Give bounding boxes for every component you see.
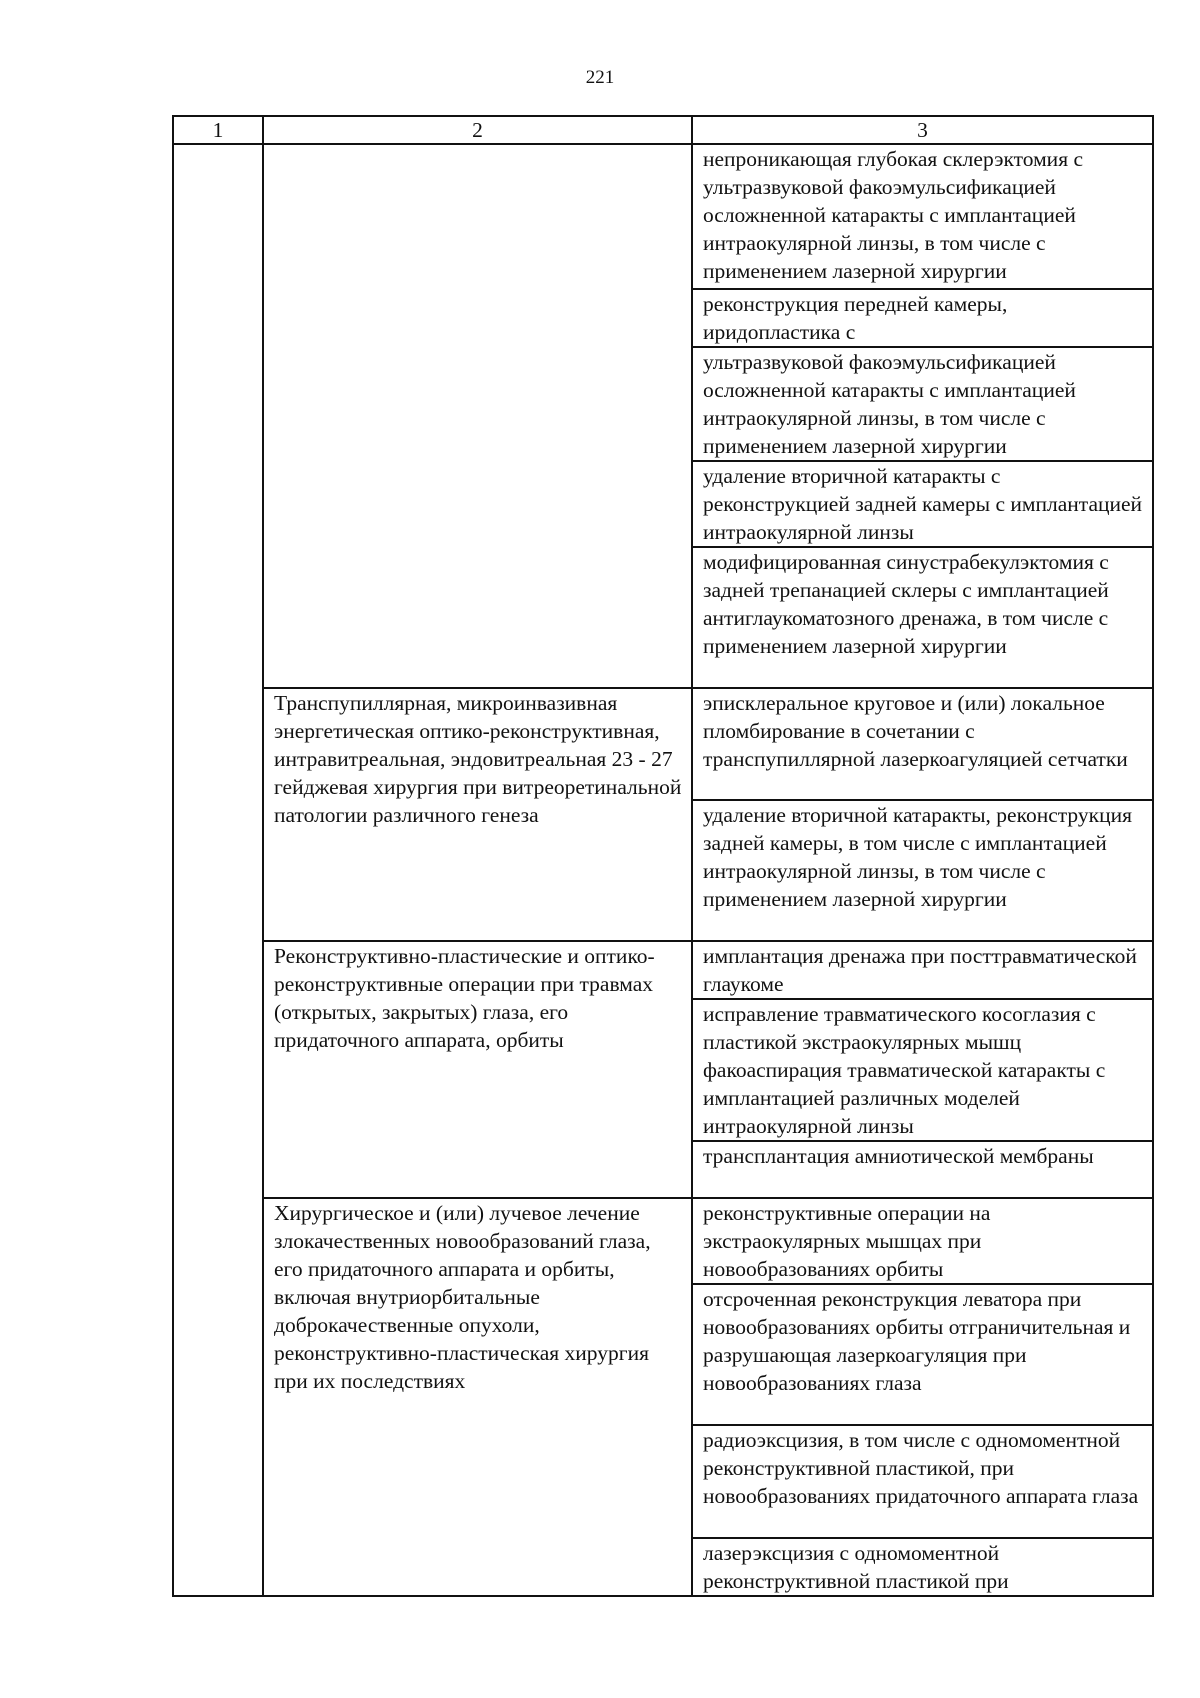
row-number-cell	[173, 144, 263, 1596]
table-header-row	[173, 116, 1153, 144]
method-cell: удаление вторичной катаракты, реконструкция задней камеры, в том числе с имплантацией интраокулярной линзы, в том числе с применением лазерной хирургии	[692, 800, 1153, 941]
method-cell: трансплантация амниотической мембраны	[692, 1141, 1153, 1198]
page-number: 221	[585, 67, 615, 88]
method-cell: лазерэксцизия с одномоментной реконструктивной пластикой при	[692, 1538, 1153, 1596]
services-table	[172, 115, 1154, 1597]
method-cell: радиоэксцизия, в том числе с одномоментной реконструктивной пластикой, при новообразованиях придаточного аппарата глаза	[692, 1425, 1153, 1538]
column-header-2: 2	[263, 116, 692, 144]
column-header-3: 3	[692, 116, 1153, 144]
method-cell: реконструкция передней камеры, иридопластика с	[692, 289, 1153, 347]
method-cell: исправление травматического косоглазия с пластикой экстраокулярных мышц факоаспирация травматической катаракты с имплантацией различных моделей интраокулярной линзы	[692, 999, 1153, 1141]
method-cell: имплантация дренажа при посттравматической глаукоме	[692, 941, 1153, 999]
column-header-1: 1	[173, 116, 263, 144]
method-cell: удаление вторичной катаракты с реконструкцией задней камеры с имплантацией интраокулярной линзы	[692, 461, 1153, 547]
table-row	[173, 941, 1153, 999]
method-group-cell: Хирургическое и (или) лучевое лечение злокачественных новообразований глаза, его придаточного аппарата и орбиты, включая внутриорбитальные доброкачественные опухоли, реконструктивно-пластическая хирургия при их последствиях	[263, 1198, 692, 1596]
method-cell: непроникающая глубокая склерэктомия с ультразвуковой факоэмульсификацией осложненной катаракты с имплантацией интраокулярной линзы, в том числе с применением лазерной хирургии	[692, 144, 1153, 289]
method-group-cell	[263, 144, 692, 688]
method-cell: ультразвуковой факоэмульсификацией осложненной катаракты с имплантацией интраокулярной линзы, в том числе с применением лазерной хирургии	[692, 347, 1153, 461]
method-group-cell: Транспупиллярная, микроинвазивная энергетическая оптико-реконструктивная, интравитреальная, эндовитреальная 23 - 27 гейджевая хирургия при витреоретинальной патологии различного генеза	[263, 688, 692, 941]
table-row	[173, 144, 1153, 289]
method-cell: отсроченная реконструкция леватора при новообразованиях орбиты отграничительная и разрушающая лазеркоагуляция при новообразованиях глаза	[692, 1284, 1153, 1425]
method-group-cell: Реконструктивно-пластические и оптико-реконструктивные операции при травмах (открытых, закрытых) глаза, его придаточного аппарата, орбиты	[263, 941, 692, 1198]
method-cell: реконструктивные операции на экстраокулярных мышцах при новообразованиях орбиты	[692, 1198, 1153, 1284]
table-row	[173, 1198, 1153, 1284]
method-cell: модифицированная синустрабекулэктомия с задней трепанацией склеры с имплантацией антиглаукоматозного дренажа, в том числе с применением лазерной хирургии	[692, 547, 1153, 688]
method-cell: эписклеральное круговое и (или) локальное пломбирование в сочетании с транспупиллярной лазеркоагуляцией сетчатки	[692, 688, 1153, 800]
table-row	[173, 688, 1153, 800]
